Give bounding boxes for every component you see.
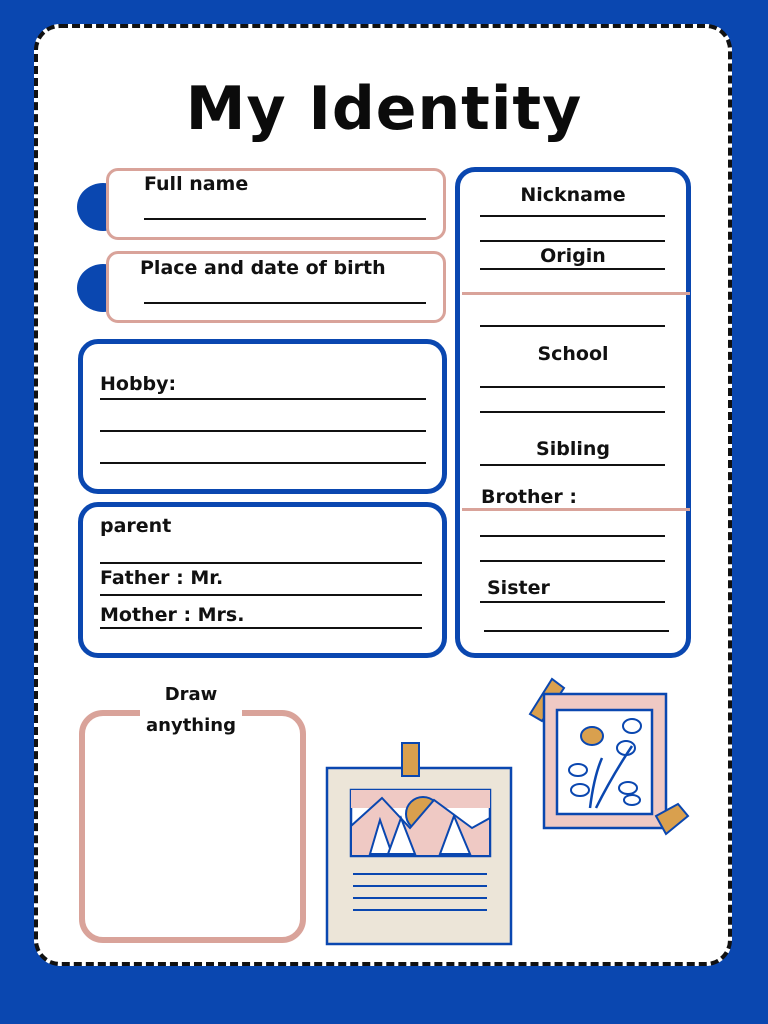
hobby-line-2[interactable] xyxy=(100,430,426,432)
hobby-box xyxy=(78,339,447,494)
father-label: Father : Mr. xyxy=(100,567,224,589)
sister-label: Sister xyxy=(487,577,550,599)
brother-line-2[interactable] xyxy=(480,560,665,562)
school-label: School xyxy=(537,343,609,365)
school-line-2[interactable] xyxy=(480,411,665,413)
hobby-line-3[interactable] xyxy=(100,462,426,464)
origin-field[interactable] xyxy=(480,268,665,270)
nickname-field[interactable] xyxy=(480,215,665,217)
hobby-label: Hobby: xyxy=(100,373,177,395)
birth-label: Place and date of birth xyxy=(140,257,386,279)
nickname-label: Nickname xyxy=(520,184,626,206)
draw-label-line2: anything xyxy=(146,715,236,736)
brother-label: Brother : xyxy=(481,486,577,508)
school-field[interactable] xyxy=(480,386,665,388)
brother-field[interactable] xyxy=(480,535,665,537)
page-title: My Identity xyxy=(185,74,583,144)
mother-field[interactable] xyxy=(100,627,422,629)
origin-line-2[interactable] xyxy=(480,325,665,327)
full-name-label: Full name xyxy=(144,173,249,195)
birth-field[interactable] xyxy=(144,302,426,304)
flower-sticker-illustration xyxy=(520,676,692,842)
father-field[interactable] xyxy=(100,594,422,596)
draw-label-line1: Draw xyxy=(164,684,218,705)
parent-label: parent xyxy=(100,515,172,537)
sibling-field[interactable] xyxy=(480,464,665,466)
origin-label: Origin xyxy=(540,245,606,267)
landscape-sticker-illustration xyxy=(322,740,517,950)
parent-line[interactable] xyxy=(100,562,422,564)
sister-field[interactable] xyxy=(480,601,665,603)
hobby-line-1[interactable] xyxy=(100,398,426,400)
divider xyxy=(462,292,690,295)
sibling-label: Sibling xyxy=(536,438,610,460)
sister-line-2[interactable] xyxy=(484,630,669,632)
divider xyxy=(462,508,690,511)
nickname-line-2[interactable] xyxy=(480,240,665,242)
full-name-field[interactable] xyxy=(144,218,426,220)
draw-area[interactable] xyxy=(79,710,306,943)
mother-label: Mother : Mrs. xyxy=(100,604,245,626)
